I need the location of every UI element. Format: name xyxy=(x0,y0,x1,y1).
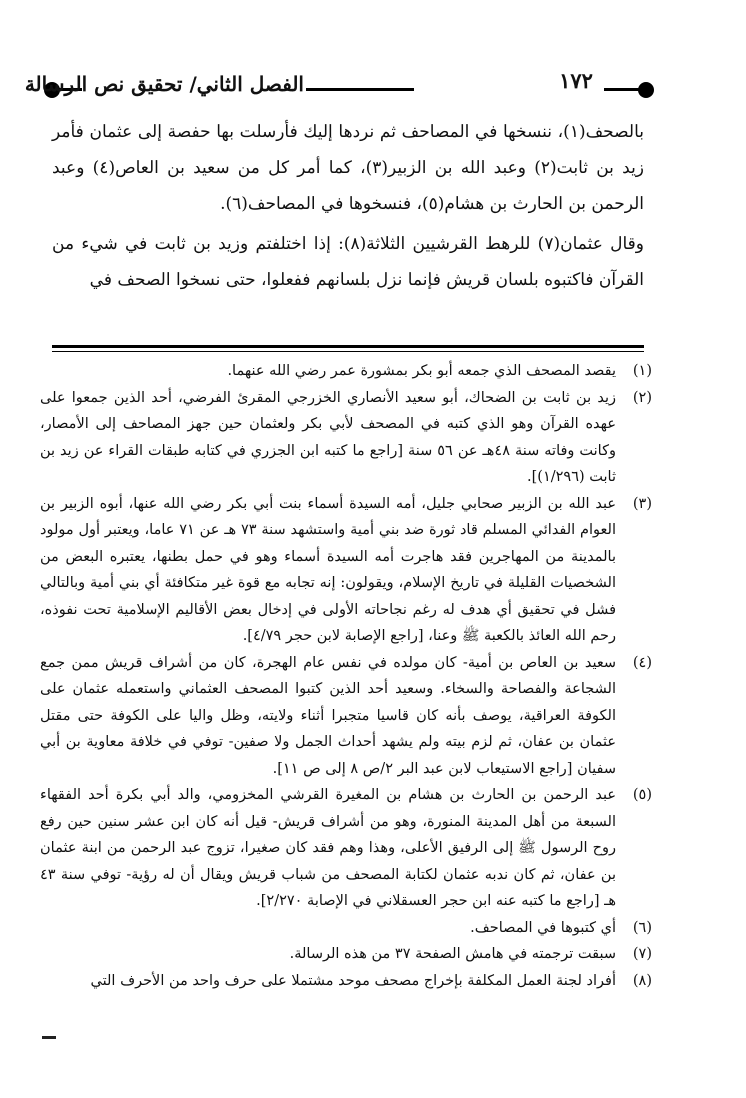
footnote-number: (٥) xyxy=(632,787,652,803)
footnote xyxy=(40,385,652,491)
main-text xyxy=(52,114,644,302)
header-right-rule xyxy=(604,88,640,91)
footnote-number: (٤) xyxy=(632,654,652,671)
footnote-text: سعيد بن العاص بن أمية- كان مولده في نفس عام الهجرة، كان من أشراف قريش ممن جمع الشجاعة والفصاحة والسخاء. وسعيد أحد الذين كتبوا المصحف العثماني واستعمله عثمان على الكوفة العراقية، يوصف بأنه كان قاسيا متجبرا أثناء ولايته، وظل واليا على الكوفة حتى مقتل عثمان بن عفان، ثم لزم بيته ولم يشهد أحداث الجمل ولا صفين- توفي في خلافة معاوية بن أبي سفيان [راجع الاستيعاب لابن عبد البر ٢/ص ٨ إلى ص ١١]. xyxy=(40,654,616,777)
footnote xyxy=(40,915,652,942)
footnote-number: (٢) xyxy=(632,389,652,406)
footnote xyxy=(40,358,652,385)
page-header xyxy=(24,66,658,106)
footnote-separator-thick xyxy=(52,345,644,348)
main-paragraph: بالصحف(١)، ننسخها في المصاحف ثم نردها إليك فأرسلت بها حفصة إلى عثمان فأمر زيد بن ثابت(٢) وعبد الله بن الزبير(٣)، كما أمر كل من سعيد بن العاص(٤) وعبد الرحمن بن الحارث بن هشام(٥)، فنسخوها في المصاحف(٦). xyxy=(52,122,645,214)
footnote-separator-thin xyxy=(52,351,644,352)
footnote-text: عبد الله بن الزبير صحابي جليل، أمه السيدة أسماء بنت أبي بكر رضي الله عنها، أبوه الزبير بن العوام الفدائي المسلم قاد ثورة ضد بني أمية واستشهد سنة ٧٣ هـ عن ٧١ عاما، ويعتبر أول مولود بالمدينة من المهاجرين فقد هاجرت أمه السيدة أسماء وهو في حمل بطنها، يعتبره البعض من الشخصيات القليلة في تاريخ الإسلام، ويقولون: إنه تجابه مع قوة غير متكافئة أي بني أمية وبالتالي فشل في تحقيق أي هدف له رغم نجاحاته الأولى في إدخال بعض الأقاليم الإسلامية تحت نفوذه، رحم الله العائذ بالكعبة ﷺ وعنا، [راجع الإصابة لابن حجر ٤/٧٩]. xyxy=(40,495,616,644)
footnote-text: يقصد المصحف الذي جمعه أبو بكر بمشورة عمر رضي الله عنهما. xyxy=(227,363,616,379)
footnote xyxy=(40,941,652,968)
chapter-title: الفصل الثاني/ تحقيق نص الرسالة xyxy=(24,72,304,96)
footnote-number: (٦) xyxy=(632,919,652,936)
page-number: ١٧٢ xyxy=(559,68,593,93)
footnote xyxy=(40,491,652,650)
footnote-number: (٣) xyxy=(632,495,652,512)
footnote-text: زيد بن ثابت بن الضحاك، أبو سعيد الأنصاري الخزرجي المقرئ الفرضي، أحد الذين جمعوا على عهده القرآن وهو الذي كتبه في المصحف لأبي بكر ولعثمان حين جهز المصاحف إلى الأمصار، وكانت وفاته سنة ٤٨هـ عن ٥٦ سنة [راجع ما كتبه ابن الجزري في كتابه طبقات القراء عن زيد بن ثابت (١/٢٩٦)]. xyxy=(40,389,617,485)
footnotes xyxy=(40,358,652,994)
footnote xyxy=(40,782,652,915)
footnote-number: (١) xyxy=(632,363,652,379)
header-right-dot xyxy=(638,82,654,98)
footnote-text: عبد الرحمن بن الحارث بن هشام بن المغيرة القرشي المخزومي، والد أبي بكرة أحد الفقهاء السبعة من أهل المدينة المنورة، وهو من أشراف قريش- قيل أنه كان ابن عشر سنين حين رفع روح الرسول ﷺ إلى الرفيق الأعلى، وهذا وهم فقد كان صغيرا، تزوج عبد الرحمن من ابنة عثمان بن عفان، ثم كان ندبه عثمان لكتابة المصحف من شباب قريش ويقال أن له رؤية- توفي سنة ٤٣ هـ [راجع ما كتبه عنه ابن حجر العسقلاني في الإصابة ٢/٢٧٠]. xyxy=(40,787,616,909)
footnote-text: أي كتبوها في المصاحف. xyxy=(470,919,616,936)
continuation-mark xyxy=(42,1036,56,1039)
footnote-text: أفراد لجنة العمل المكلفة بإخراج مصحف موحد مشتملا على حرف واحد من الأحرف التي xyxy=(90,972,616,989)
footnote-text: سبقت ترجمته في هامش الصفحة ٣٧ من هذه الرسالة. xyxy=(289,946,616,962)
footnote-number: (٨) xyxy=(632,972,652,989)
footnote xyxy=(40,968,652,995)
footnote xyxy=(40,650,652,783)
header-middle-rule xyxy=(306,88,414,91)
footnote-number: (٧) xyxy=(632,946,652,962)
main-paragraph: وقال عثمان(٧) للرهط القرشيين الثلاثة(٨): إذا اختلفتم وزيد بن ثابت في شيء من القرآن فاكتبوه بلسان قريش فإنما نزل بلسانهم ففعلوا، حتى نسخوا الصحف في xyxy=(52,234,644,290)
